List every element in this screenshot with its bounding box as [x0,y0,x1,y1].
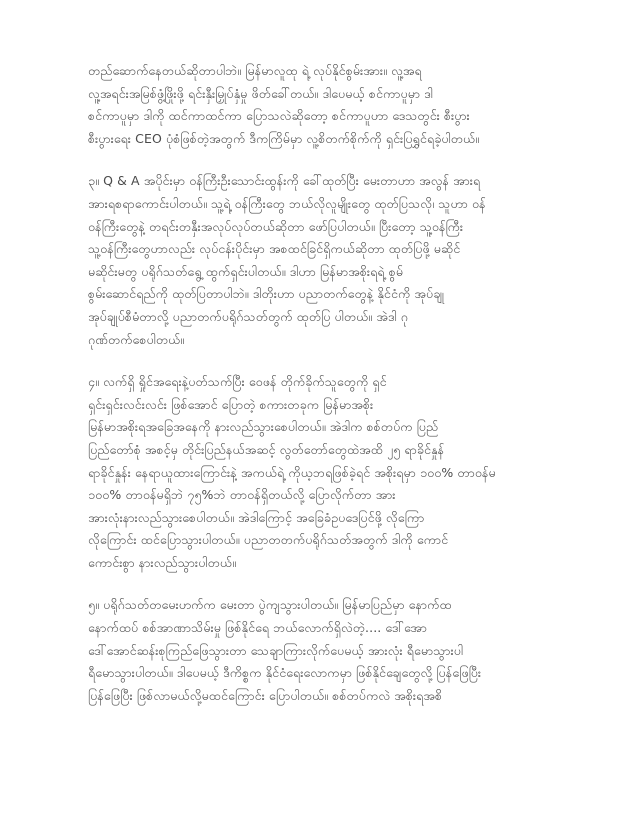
text-line: ရှင်းရှင်းလင်းလင်း ဖြစ်အောင် ပြောတဲ့ စကားတခုက မြန်မာအစိုး [88,396,374,412]
text-line: ဂုဏ်တက်စေပါတယ်။ [88,331,185,347]
document-body [88,60,554,727]
text-line: မြန်မာအစိုးရအခြေအနေကို နားလည်သွားစေပါတယ်။ အဲဒါက စစ်တပ်က ပြည် [88,419,439,435]
text-line: ၄။ လက်ရှိ ရှိုင်အရေးနဲ့ပတ်သက်ပြီး ဝေဖန် တိုက်ခိုက်သူတွေကို ရှင် [88,374,387,390]
text-line: အုပ်ချုပ်စီမံတာလို့ ပညာတက်ပရိုဂ်သတ်တွက် ထုတ်ပြ ပါတယ်။ အဲဒါ ဂု [88,308,409,324]
text-line: တည်ဆောက်နေတယ်ဆိုတာပါဘဲ။ မြန်မာလူထု ရဲ့ လုပ်နိုင်စွမ်းအား။ လူ့အရ [88,63,422,78]
text-line: စင်ကာပူမှာ ဒါကို ထင်ကာထင်ကာ ပြောသလဲဆိုတော့ စင်ကာပူဟာ ဒေသတွင်း စီးပွား [88,108,470,124]
text-line: ၃။ Q & A အပိုင်းမှာ ဝန်ကြီးဦးသောင်းထွန်းကို ခေါ်ထုတ်ပြီး မေးတာဟာ အလွန် အားရ [88,173,481,189]
text-line: သူ့ဝန်ကြီးတွေဟာလည်း လုပ်ငန်းပိုင်းမှာ အစထင်ခြင်ရှိကယ်ဆိုတာ ထုတ်ပြဖို့ မဆိုင် [88,241,461,257]
text-line: ရီမောသွားပါတယ်။ ဒါပေမယ့် ဒီကိစ္စက နိုင်ငံရေးလောကမှာ ဖြစ်နိုင်ချေတွေလို့ ပြန်ဖြေပြီး [88,665,482,681]
text-line: ပြန်ဖြေပြီး ဖြစ်လာမယ်လို့မထင်ကြောင်း ပြောပါတယ်။ စစ်တပ်ကလဲ အစိုးရအစိ [88,687,443,703]
text-line: လူ့အရင်းအမြစ်ဖွံ့ဖြိုးဖို့ ရင်းနှီးမြှုပ်နှံမှု ဖိတ်ခေါ်တယ်။ ဒါပေမယ့် စင်ကာပူမှာ ဒါ [88,85,433,101]
text-line: ပြည်တော်စုံ အစင့်မှ တိုင်းပြည်နယ်အဆင့် လွတ်တော်တွေထဲအထိ ၂၅ ရာခိုင်နှုန် [88,441,445,457]
text-line: အားလုံးနားလည်သွားစေပါတယ်။ အဲဒါကြောင့် အခြေခံဥပဒေပြင်ဖို့ လိုကြော [88,509,425,525]
paragraph-5 [88,594,554,707]
text-line: နောက်ထပ် စစ်အာဏာသိမ်းမှု ဖြစ်နိုင်ရေ ဘယ်လောက်ရှိလဲတဲ့.... ဒေါ်အော [88,620,427,636]
text-line: လိုကြောင်း ထင်ပြောသွားပါတယ်။ ပညာတတက်ပရိုဂ်သတ်အတွက် ဒါကို ကောင် [88,532,449,548]
text-line: မဆိုင်းမတွ ပရိုဂ်သတ်ရွေ့ ထွက်ရှင်းပါတယ်။ ဒါဟာ မြန်မာအစိုးရရဲ့ စွမ် [88,263,404,279]
text-line: စွမ်းဆောင်ရည်ကို ထုတ်ပြတာပါဘဲ။ ဒါတိုးဟာ ပညာတက်တွေနဲ့ နိုင်ငံကို အုပ်ချု [88,286,445,302]
text-line: ၅။ ပရိုဂ်သတ်တမေးဟက်က မေးတာ ပွဲကျသွားပါတယ်။ မြန်မာပြည်မှာ နောက်ထ [88,597,452,613]
text-line: ၁၀၀% တာဝန်မရှိဘဲ ၇၅%ဘဲ တာဝန်ရှိတယ်လို့ ပြောလိုက်တာ အား [88,487,396,503]
paragraph-intro [88,60,554,150]
text-line: ဝန်ကြီးတွေနဲ့ တရင်းတနှီးအလုပ်လုပ်တယ်ဆိုတာ ဖော်ပြပါတယ်။ ပြီးတော့ သူ့ဝန်ကြီး [88,218,464,234]
paragraph-3 [88,170,554,351]
text-line: ရာခိုင်နှုန်း နေရာယူထားကြောင်းနဲ့ အကယ်ရဲ့ ကိုယ့ဘရဖြစ်ခဲ့ရင် အစိုးရမှာ ၁၀၀% တာဝန်မ [88,464,496,480]
text-line: အားရစရာကောင်းပါတယ်။ သူ့ရဲ့ ဝန်ကြီးတွေ ဘယ်လိုလူမျိုးတွေ ထုတ်ပြသလို၊ သူဟာ ဝန် [88,195,486,211]
text-line: စီးပွားရေး CEO ပုံစံဖြစ်တဲ့အတွက် ဒီကကြိမ်မှာ လူ့စိတက်စိုက်ကို ရှင်းပြရွှင်ရခဲ့ပါတယ်။ [88,130,480,146]
text-line: ကောင်းစွာ နားလည်သွားပါတယ်။ [88,554,236,570]
paragraph-4 [88,371,554,574]
text-line: ဒေါ်အောင်ဆန်းစုကြည်ဖြေသွားတာ သေချာကြားလိုက်ပေမယ့် အားလုံး ရီမောသွားပါ [88,642,464,658]
